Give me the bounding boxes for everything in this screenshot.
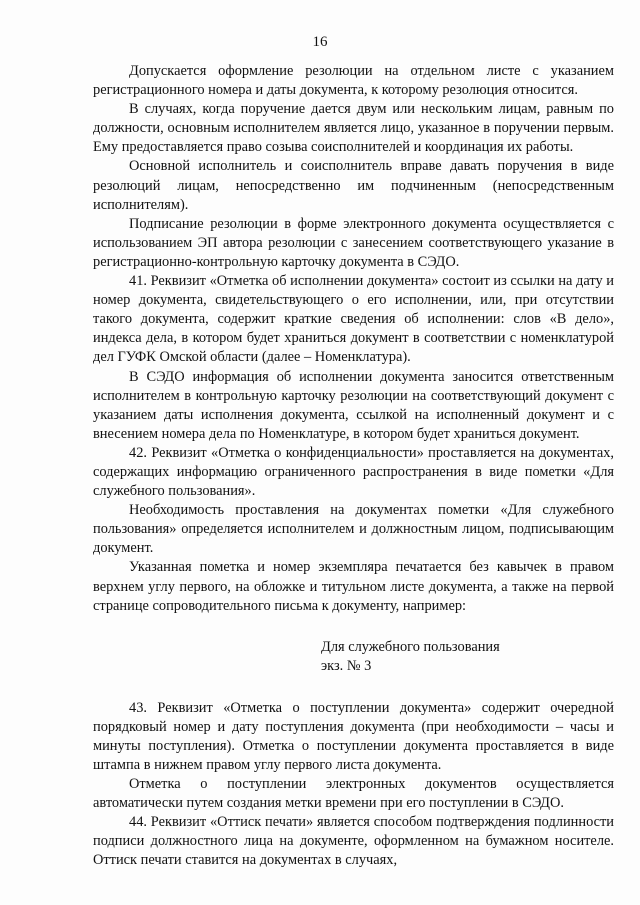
paragraph: 43. Реквизит «Отметка о поступлении документа» содержит очередной порядковый номер и дату поступления документа (при необходимости – часы и минуты поступления). Отметка о поступлении документа проставляется в виде штампа в нижнем правом углу первого листа документа. — [93, 699, 614, 773]
paragraph: Основной исполнитель и соисполнитель вправе давать поручения в виде резолюций лицам, непосредственно им подчиненным (непосредственным исполнителям). — [93, 158, 614, 213]
paragraph: Допускается оформление резолюции на отдельном листе с указанием регистрационного номера и даты документа, к которому резолюция относится. — [93, 63, 614, 99]
spacer — [93, 677, 614, 699]
stamp-copy-number: экз. № 3 — [321, 658, 372, 675]
paragraph: Указанная пометка и номер экземпляра печатается без кавычек в правом верхнем углу первого, на обложке и титульном листе документа, а также на первой странице сопроводительного письма к документу, например: — [93, 559, 614, 614]
paragraph: Отметка о поступлении электронных документов осуществляется автоматически путем создания метки времени при его поступлении в СЭДО. — [93, 776, 614, 812]
paragraph: 44. Реквизит «Оттиск печати» является способом подтверждения подлинности подписи должностного лица на документе, оформленном на бумажном носителе. Оттиск печати ставится на документах в случаях, — [93, 814, 614, 869]
paragraph: В случаях, когда поручение дается двум или нескольким лицам, равным по должности, основным исполнителем является лицо, указанное в поручении первым. Ему предоставляется право созыва соисполнителей и координация их работы. — [93, 101, 614, 156]
paragraph: 41. Реквизит «Отметка об исполнении документа» состоит из ссылки на дату и номер документа, свидетельствующего о его исполнении, или, при отсутствии такого документа, содержит краткие сведения об исполнении: слов «В дело», индекса дела, в котором будет храниться документ в соответствии с номенклатурой дел ГУФК Омской области (далее – Номенклатура). — [93, 273, 614, 366]
paragraph: Подписание резолюции в форме электронного документа осуществляется с использованием ЭП автора резолюции с занесением соответствующего указание в регистрационно-контрольную карточку документа в СЭДО. — [93, 215, 614, 270]
paragraph: Необходимость проставления на документах пометки «Для служебного пользования» определяется исполнителем и должностным лицом, подписывающим документ. — [93, 502, 614, 557]
stamp-line: Для служебного пользования — [321, 638, 500, 655]
document-body — [93, 62, 614, 871]
confidentiality-stamp-example — [321, 638, 614, 677]
paragraph: 42. Реквизит «Отметка о конфиденциальности» проставляется на документах, содержащих информацию ограниченного распространения в виде пометки «Для служебного пользования». — [93, 444, 614, 500]
paragraph: В СЭДО информация об исполнении документа заносится ответственным исполнителем в контрольную карточку резолюции на соответствующий документ с указанием даты исполнения документа, ссылкой на исполненный документ и с внесением номера дела по Номенклатуре, в котором будет храниться документ. — [93, 368, 614, 442]
page-number: 16 — [312, 34, 328, 50]
